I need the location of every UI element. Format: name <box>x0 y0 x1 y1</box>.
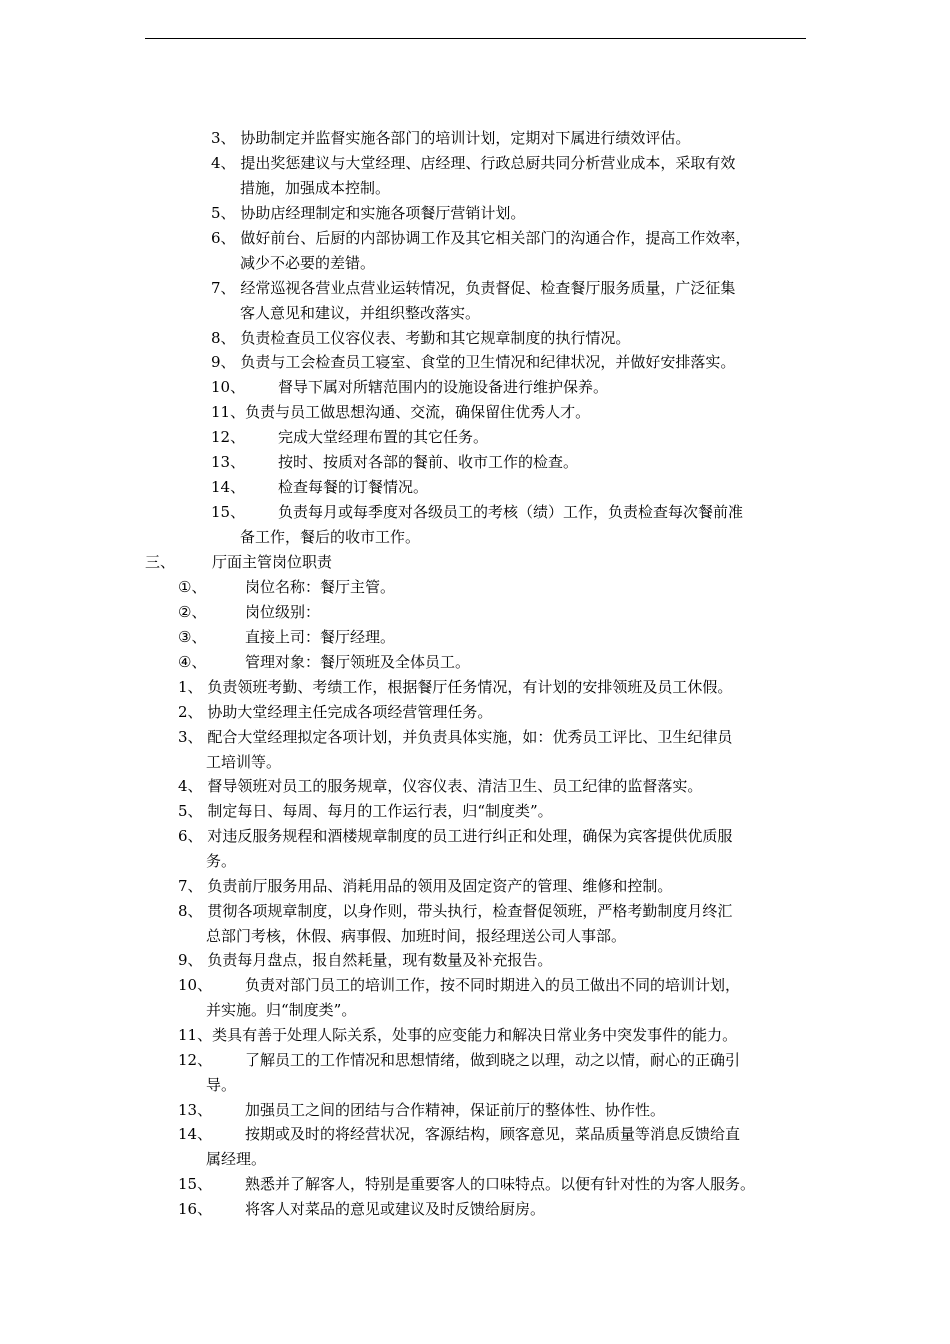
list-item: 13、 按时、按质对各部的餐前、收市工作的检查。 <box>211 453 579 471</box>
list-item: 10、 督导下属对所辖范围内的设施设备进行维护保养。 <box>211 378 609 396</box>
list-item: 4、 督导领班对员工的服务规章，仪容仪表、清洁卫生、员工纪律的监督落实。 <box>178 777 703 795</box>
position-info-item: ③、 直接上司：餐厅经理。 <box>178 628 396 646</box>
position-info-item: ④、 管理对象：餐厅领班及全体员工。 <box>178 653 471 671</box>
list-item-continuation: 导。 <box>206 1076 237 1094</box>
list-item: 6、 对违反服务规程和酒楼规章制度的员工进行纠正和处理，确保为宾客提供优质服 <box>178 827 733 845</box>
list-item: 14、 检查每餐的订餐情况。 <box>211 478 429 496</box>
list-item: 5、 制定每日、每周、每月的工作运行表，归“制度类”。 <box>178 802 553 820</box>
list-item-continuation: 备工作，餐后的收市工作。 <box>240 528 421 546</box>
list-item-continuation: 客人意见和建议，并组织整改落实。 <box>240 304 481 322</box>
list-item: 14、 按期或及时的将经营状况，客源结构，顾客意见，菜品质量等消息反馈给直 <box>178 1125 741 1143</box>
list-item-continuation: 减少不必要的差错。 <box>240 254 376 272</box>
header-rule <box>145 38 806 39</box>
section-heading: 三、 厅面主管岗位职责 <box>145 553 333 571</box>
list-item: 1、 负责领班考勤、考绩工作，根据餐厅任务情况，有计划的安排领班及员工休假。 <box>178 678 733 696</box>
list-item: 7、 经常巡视各营业点营业运转情况，负责督促、检查餐厅服务质量，广泛征集 <box>211 279 736 297</box>
list-item-continuation: 工培训等。 <box>206 753 282 771</box>
list-item: 3、 协助制定并监督实施各部门的培训计划，定期对下属进行绩效评估。 <box>211 129 691 147</box>
list-item: 3、 配合大堂经理拟定各项计划，并负责具体实施，如：优秀员工评比、卫生纪律员 <box>178 728 733 746</box>
list-item: 9、 负责每月盘点，报自然耗量，现有数量及补充报告。 <box>178 951 553 969</box>
list-item: 12、 了解员工的工作情况和思想情绪，做到晓之以理，动之以情，耐心的正确引 <box>178 1051 741 1069</box>
list-item: 12、 完成大堂经理布置的其它任务。 <box>211 428 489 446</box>
list-item: 11、负责与员工做思想沟通、交流，确保留住优秀人才。 <box>211 403 591 421</box>
list-item-continuation: 务。 <box>206 852 237 870</box>
list-item: 15、 熟悉并了解客人，特别是重要客人的口味特点。以便有针对性的为客人服务。 <box>178 1175 756 1193</box>
list-item: 8、 贯彻各项规章制度，以身作则，带头执行，检查督促领班，严格考勤制度月终汇 <box>178 902 733 920</box>
position-info-item: ②、 岗位级别： <box>178 603 321 621</box>
list-item-continuation: 属经理。 <box>206 1150 267 1168</box>
list-item: 7、 负责前厅服务用品、消耗用品的领用及固定资产的管理、维修和控制。 <box>178 877 673 895</box>
list-item: 4、 提出奖惩建议与大堂经理、店经理、行政总厨共同分析营业成本，采取有效 <box>211 154 736 172</box>
list-item: 5、 协助店经理制定和实施各项餐厅营销计划。 <box>211 204 526 222</box>
list-item: 2、 协助大堂经理主任完成各项经营管理任务。 <box>178 703 493 721</box>
list-item-continuation: 并实施。归“制度类”。 <box>206 1001 357 1019</box>
list-item: 15、 负责每月或每季度对各级员工的考核（绩）工作，负责检查每次餐前准 <box>211 503 744 521</box>
list-item: 8、 负责检查员工仪容仪表、考勤和其它规章制度的执行情况。 <box>211 329 631 347</box>
list-item: 11、类具有善于处理人际关系，处事的应变能力和解决日常业务中突发事件的能力。 <box>178 1026 738 1044</box>
list-item-continuation: 总部门考核，休假、病事假、加班时间，报经理送公司人事部。 <box>206 927 627 945</box>
list-item: 10、 负责对部门员工的培训工作，按不同时期进入的员工做出不同的培训计划， <box>178 976 741 994</box>
list-item: 6、 做好前台、后厨的内部协调工作及其它相关部门的沟通合作，提高工作效率， <box>211 229 751 247</box>
list-item: 13、 加强员工之间的团结与合作精神，保证前厅的整体性、协作性。 <box>178 1101 666 1119</box>
list-item-continuation: 措施，加强成本控制。 <box>240 179 391 197</box>
position-info-item: ①、 岗位名称：餐厅主管。 <box>178 578 396 596</box>
list-item: 9、 负责与工会检查员工寝室、食堂的卫生情况和纪律状况，并做好安排落实。 <box>211 353 736 371</box>
list-item: 16、 将客人对菜品的意见或建议及时反馈给厨房。 <box>178 1200 546 1218</box>
